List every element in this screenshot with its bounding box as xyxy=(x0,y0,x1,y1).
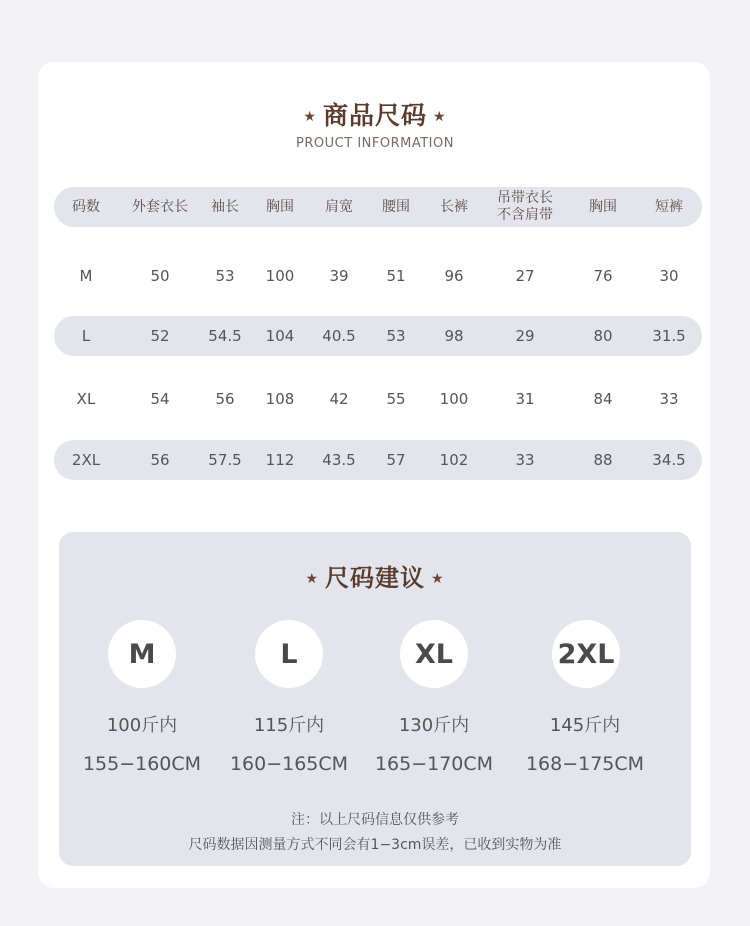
table-cell: 57.5 xyxy=(208,450,242,469)
size-badge-xl: XL xyxy=(400,620,468,688)
table-cell: 54.5 xyxy=(208,326,242,345)
table-cell: 34.5 xyxy=(652,450,686,469)
weight-range: 115斤内 xyxy=(253,715,325,736)
star-icon: ★ xyxy=(431,571,445,587)
header-cell: 袖长 xyxy=(211,198,239,215)
table-cell: 100 xyxy=(439,389,469,408)
header-cell: 短裤 xyxy=(655,198,683,215)
table-cell: 100 xyxy=(265,266,295,285)
table-cell: 54 xyxy=(150,389,170,408)
product-subtitle: PROUCT INFORMATION xyxy=(296,136,454,151)
table-cell: 55 xyxy=(386,389,406,408)
star-icon: ★ xyxy=(433,109,447,125)
height-range: 160−165CM xyxy=(229,753,349,775)
table-cell: 29 xyxy=(515,326,535,345)
table-cell: 42 xyxy=(329,389,349,408)
table-cell: 104 xyxy=(265,326,295,345)
table-cell: 43.5 xyxy=(322,450,356,469)
table-cell: XL xyxy=(76,389,96,408)
table-cell: 108 xyxy=(265,389,295,408)
size-note-detail: 尺码数据因测量方式不同会有1−3cm误差，已收到实物为准 xyxy=(188,837,562,853)
table-cell: 31 xyxy=(515,389,535,408)
height-range: 165−170CM xyxy=(374,753,494,775)
table-cell: 76 xyxy=(593,266,613,285)
header-cell: 码数 xyxy=(72,198,100,215)
table-cell: 30 xyxy=(659,266,679,285)
table-cell: 98 xyxy=(444,326,464,345)
table-cell: 112 xyxy=(265,450,295,469)
table-cell: 52 xyxy=(150,326,170,345)
size-badge-m: M xyxy=(108,620,176,688)
table-cell: L xyxy=(81,326,91,345)
size-note: 注：以上尺码信息仅供参考 xyxy=(291,812,459,828)
weight-range: 100斤内 xyxy=(106,715,178,736)
table-cell: 102 xyxy=(439,450,469,469)
table-cell: 31.5 xyxy=(652,326,686,345)
product-size-title: ★ 商品尺码 ★ xyxy=(303,101,447,130)
size-badge-l: L xyxy=(255,620,323,688)
table-cell: 53 xyxy=(215,266,235,285)
header-cell: 胸围 xyxy=(589,198,617,215)
weight-range: 130斤内 xyxy=(398,715,470,736)
table-cell: 33 xyxy=(659,389,679,408)
table-cell: 84 xyxy=(593,389,613,408)
table-cell: 50 xyxy=(150,266,170,285)
table-cell: 88 xyxy=(593,450,613,469)
table-cell: 96 xyxy=(444,266,464,285)
header-cell: 腰围 xyxy=(382,198,410,215)
table-row xyxy=(54,440,702,480)
header-cell: 长裤 xyxy=(440,198,468,215)
table-cell: 2XL xyxy=(71,450,101,469)
weight-range: 145斤内 xyxy=(549,715,621,736)
height-range: 168−175CM xyxy=(525,753,645,775)
height-range: 155−160CM xyxy=(82,753,202,775)
table-cell: 56 xyxy=(215,389,235,408)
size-table-header xyxy=(54,187,702,227)
size-suggestion-title: ★ 尺码建议 ★ xyxy=(305,564,445,592)
star-icon: ★ xyxy=(303,109,317,125)
table-cell: 27 xyxy=(515,266,535,285)
table-row xyxy=(54,316,702,356)
table-row xyxy=(54,256,702,296)
table-cell: M xyxy=(79,266,93,285)
table-cell: 53 xyxy=(386,326,406,345)
size-badge-2xl: 2XL xyxy=(552,620,620,688)
table-cell: 80 xyxy=(593,326,613,345)
table-cell: 57 xyxy=(386,450,406,469)
table-cell: 51 xyxy=(386,266,406,285)
header-cell: 胸围 xyxy=(266,198,294,215)
table-cell: 40.5 xyxy=(322,326,356,345)
header-cell: 吊带衣长 不含肩带 xyxy=(497,190,553,223)
table-cell: 39 xyxy=(329,266,349,285)
header-cell: 肩宽 xyxy=(325,198,353,215)
header-cell: 外套衣长 xyxy=(132,198,188,215)
table-cell: 33 xyxy=(515,450,535,469)
table-cell: 56 xyxy=(150,450,170,469)
table-row xyxy=(54,379,702,419)
star-icon: ★ xyxy=(305,571,319,587)
